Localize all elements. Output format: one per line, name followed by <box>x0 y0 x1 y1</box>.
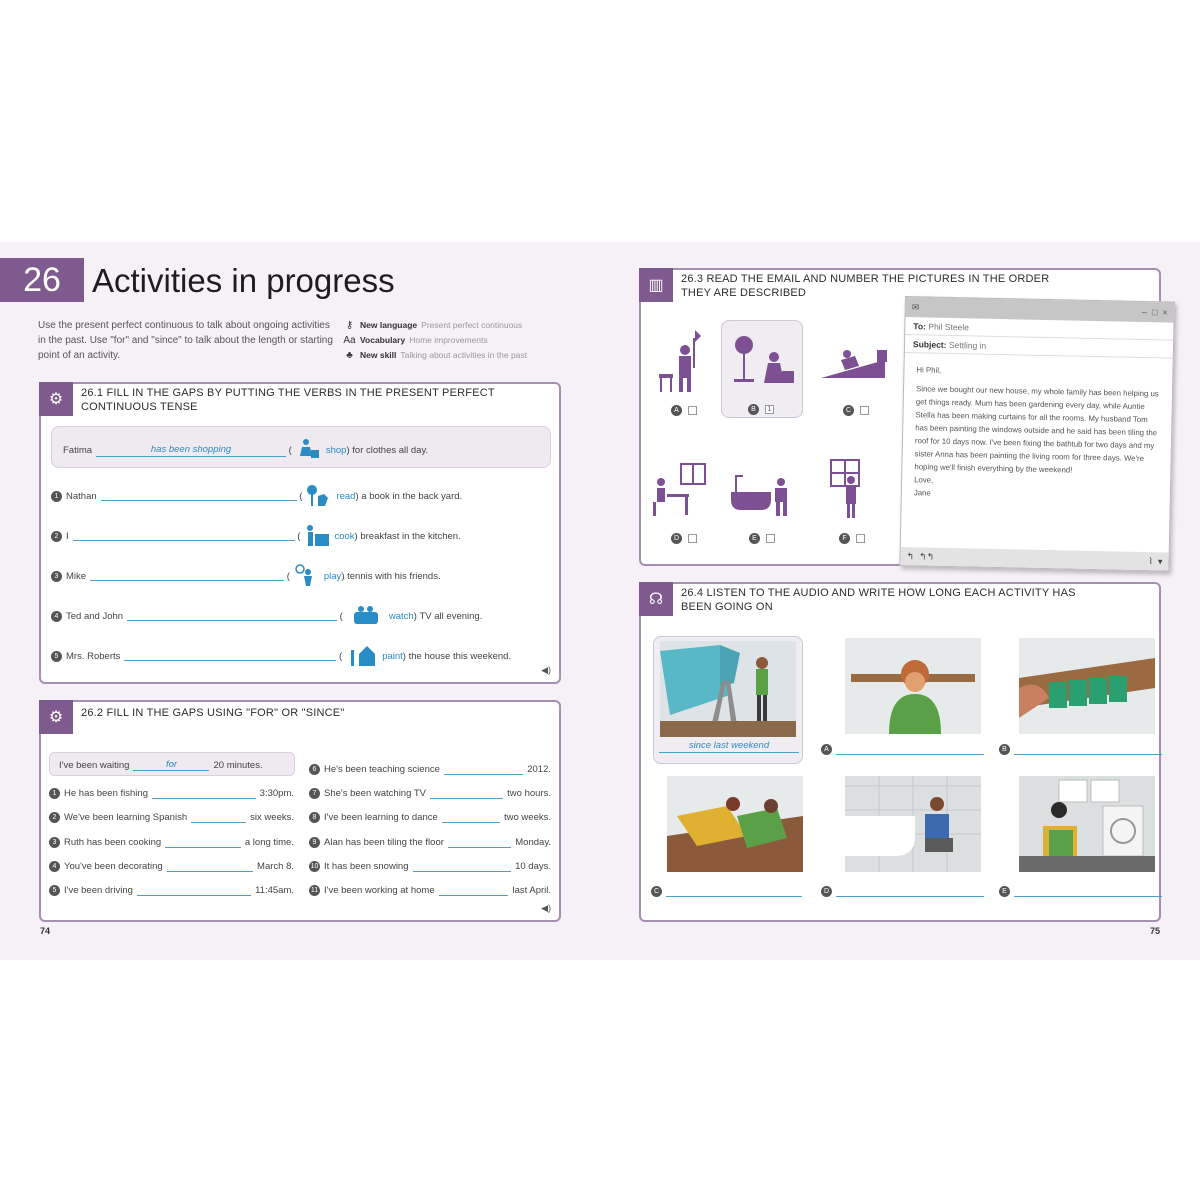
picture-sewing: B 1 <box>721 320 803 418</box>
gears-icon: ⚙ <box>39 700 73 734</box>
photo-tiling <box>1019 638 1155 734</box>
photo-floor <box>667 776 803 872</box>
book-icon: ▥ <box>639 268 673 302</box>
answer-checkbox[interactable] <box>688 406 697 415</box>
photo-shelf <box>845 638 981 734</box>
reply-all-icon[interactable]: ↰↰ <box>919 550 935 562</box>
answer-field[interactable] <box>165 838 241 848</box>
picture-window-painting: F <box>813 448 893 546</box>
list-item: 7 She's been watching TV two hours. <box>309 788 551 799</box>
list-item: 10 It has been snowing 10 days. <box>310 861 551 872</box>
answer-field[interactable] <box>152 789 256 799</box>
answer-field[interactable] <box>167 862 253 872</box>
meta-row: ⚷ New language Present perfect continuous <box>343 318 558 333</box>
audio-icon[interactable]: ◀) <box>541 903 551 913</box>
answer-checkbox[interactable] <box>766 534 775 543</box>
answer-field[interactable] <box>442 813 500 823</box>
exercise-title: 26.4 LISTEN TO THE AUDIO AND WRITE HOW LONG EACH ACTIVITY HAS BEEN GOING ON <box>681 587 1076 613</box>
email-subject-field: Subject: Settling in <box>905 335 1173 359</box>
picture-gardening: A <box>645 320 725 418</box>
sample-row: I've been waiting for 20 minutes. <box>59 759 263 771</box>
answer-checkbox[interactable] <box>688 534 697 543</box>
tiling-illustration <box>1019 638 1155 734</box>
cooking-icon <box>304 524 330 548</box>
minimize-icon[interactable]: – <box>1141 306 1148 318</box>
answer-field[interactable] <box>836 887 984 897</box>
list-item: 9 Alan has been tiling the floor Monday. <box>309 837 551 848</box>
answer-field[interactable] <box>666 887 802 897</box>
email-body: Hi Phil, Since we bought our new house, my whole family has been helping us get things ready. Mum has been gardening every day, while Auntie Stella has been making curtains for all the rooms. My husband Tom has been painting the windows outside and he said has been tiling the roof for 10 days now. I've been fixing the bathtub for two days and my sister Anna has been painting the living room for three days. We're hoping we'll finish everything by the weekend! Love, Jane <box>913 365 1159 498</box>
answer-row: D <box>821 886 984 897</box>
page-number-right: 75 <box>1150 926 1161 936</box>
maximize-icon[interactable]: □ <box>1151 307 1158 318</box>
bathtub-illustration <box>845 776 981 872</box>
answer-field[interactable] <box>191 813 246 823</box>
answer-field[interactable] <box>73 531 295 541</box>
chapter-meta <box>343 318 558 363</box>
email-window <box>899 296 1175 572</box>
meta-row: Aa Vocabulary Home improvements <box>343 335 488 346</box>
exercise-26-1 <box>39 382 561 684</box>
listening-icon: ☊ <box>639 582 673 616</box>
list-item: 3 Mike ( play ) tennis with his friends. <box>51 564 441 588</box>
answer-field[interactable] <box>1014 887 1162 897</box>
shopping-icon <box>296 438 322 462</box>
tv-watching-icon <box>347 604 385 628</box>
key-icon: ⚷ <box>345 320 354 331</box>
list-item: 1 He has been fishing 3:30pm. <box>49 788 294 799</box>
reply-icon[interactable]: ↰ <box>906 550 915 561</box>
close-icon[interactable]: × <box>1162 307 1168 318</box>
sample-row: Fatima has been shopping ( shop ) for clothes all day. <box>63 438 428 462</box>
skill-icon: ♣ <box>346 350 353 361</box>
gears-icon: ⚙ <box>39 382 73 416</box>
list-item: 1 Nathan ( read ) a book in the back yard. <box>51 484 462 508</box>
gardening-pictogram <box>645 320 725 400</box>
trash-icon[interactable]: ▾ <box>1157 555 1163 566</box>
sample-answer: since last weekend <box>659 740 799 753</box>
window-painting-pictogram <box>813 448 893 528</box>
exercise-title: 26.1 FILL IN THE GAPS BY PUTTING THE VERBS IN THE PRESENT PERFECT CONTINUOUS TENSE <box>81 387 495 413</box>
chapter-intro: Use the present perfect continuous to talk about ongoing activities in the past. Use "for" and "since" to talk about the length or starting point of an activity. <box>38 320 333 361</box>
page-number-left: 74 <box>40 926 51 936</box>
answer-field[interactable] <box>439 886 509 896</box>
floor-laying-illustration <box>667 776 803 872</box>
answer-field[interactable] <box>101 491 297 501</box>
chapter-number: 26 <box>0 258 84 302</box>
list-item: 11 I've been working at home last April. <box>310 885 551 896</box>
exercise-26-4 <box>639 582 1161 922</box>
meta-row: ♣ New skill Talking about activities in the past <box>343 348 558 363</box>
answer-row: B <box>999 744 1162 755</box>
list-item: 2 I ( cook ) breakfast in the kitchen. <box>51 524 461 548</box>
answer-row: C <box>651 886 802 897</box>
answer-field[interactable] <box>137 886 251 896</box>
answer-field[interactable] <box>90 571 284 581</box>
wallpaper-illustration <box>660 641 796 737</box>
list-item: 2 We've been learning Spanish six weeks. <box>49 812 294 823</box>
photo-bathtub <box>845 776 981 872</box>
audio-icon[interactable]: ◀) <box>541 665 551 675</box>
list-item: 5 Mrs. Roberts ( paint ) the house this weekend. <box>51 644 511 668</box>
list-item: 4 You've been decorating March 8. <box>49 861 294 872</box>
email-to-field: To: Phil Steele <box>905 317 1173 341</box>
exercise-title: 26.3 READ THE EMAIL AND NUMBER THE PICTURES IN THE ORDER THEY ARE DESCRIBED <box>681 273 1050 299</box>
attach-icon[interactable]: ⌇ <box>1148 555 1154 566</box>
answer-checkbox[interactable] <box>860 406 869 415</box>
picture-roof-tiling: C <box>817 320 897 418</box>
chapter-title: Activities in progress <box>92 262 395 299</box>
answer-checkbox[interactable] <box>856 534 865 543</box>
answer-row: E <box>999 886 1162 897</box>
list-item: 6 He's been teaching science 2012. <box>309 764 551 775</box>
vocabulary-icon: Aa <box>343 335 356 346</box>
list-item: 4 Ted and John ( watch ) TV all evening. <box>51 604 482 628</box>
answer-field[interactable] <box>127 611 337 621</box>
sample-answer: has been shopping <box>96 444 286 457</box>
answer-field[interactable] <box>448 838 511 848</box>
answer-field[interactable] <box>1014 745 1162 755</box>
kitchen-illustration <box>1019 776 1155 872</box>
list-item: 8 I've been learning to dance two weeks. <box>309 812 551 823</box>
living-room-painting-pictogram <box>645 448 725 528</box>
mail-icon: ✉ <box>911 301 920 312</box>
answer-field[interactable] <box>444 765 523 775</box>
sample-answer: for <box>133 759 209 771</box>
answer-field[interactable] <box>413 862 512 872</box>
tennis-icon <box>294 564 320 588</box>
picture-living-room: D <box>645 448 725 546</box>
exercise-26-2 <box>39 700 561 922</box>
reading-icon <box>306 484 332 508</box>
painting-house-icon <box>346 644 378 668</box>
roof-tiling-pictogram <box>817 320 897 400</box>
answer-field[interactable] <box>124 651 336 661</box>
bathtub-fixing-pictogram <box>723 448 803 528</box>
picture-bathtub: E <box>723 448 803 546</box>
answer-row <box>659 740 799 753</box>
list-item: 5 I've been driving 11:45am. <box>49 885 294 896</box>
answer-row: A <box>821 744 984 755</box>
list-item: 3 Ruth has been cooking a long time. <box>49 837 294 848</box>
answer-checkbox[interactable]: 1 <box>765 405 774 414</box>
answer-field[interactable] <box>430 789 503 799</box>
curtain-sewing-pictogram <box>722 321 802 401</box>
photo-kitchen <box>1019 776 1155 872</box>
answer-field[interactable] <box>836 745 984 755</box>
shelf-illustration <box>845 638 981 734</box>
exercise-title: 26.2 FILL IN THE GAPS USING "FOR" OR "SINCE" <box>81 707 345 719</box>
